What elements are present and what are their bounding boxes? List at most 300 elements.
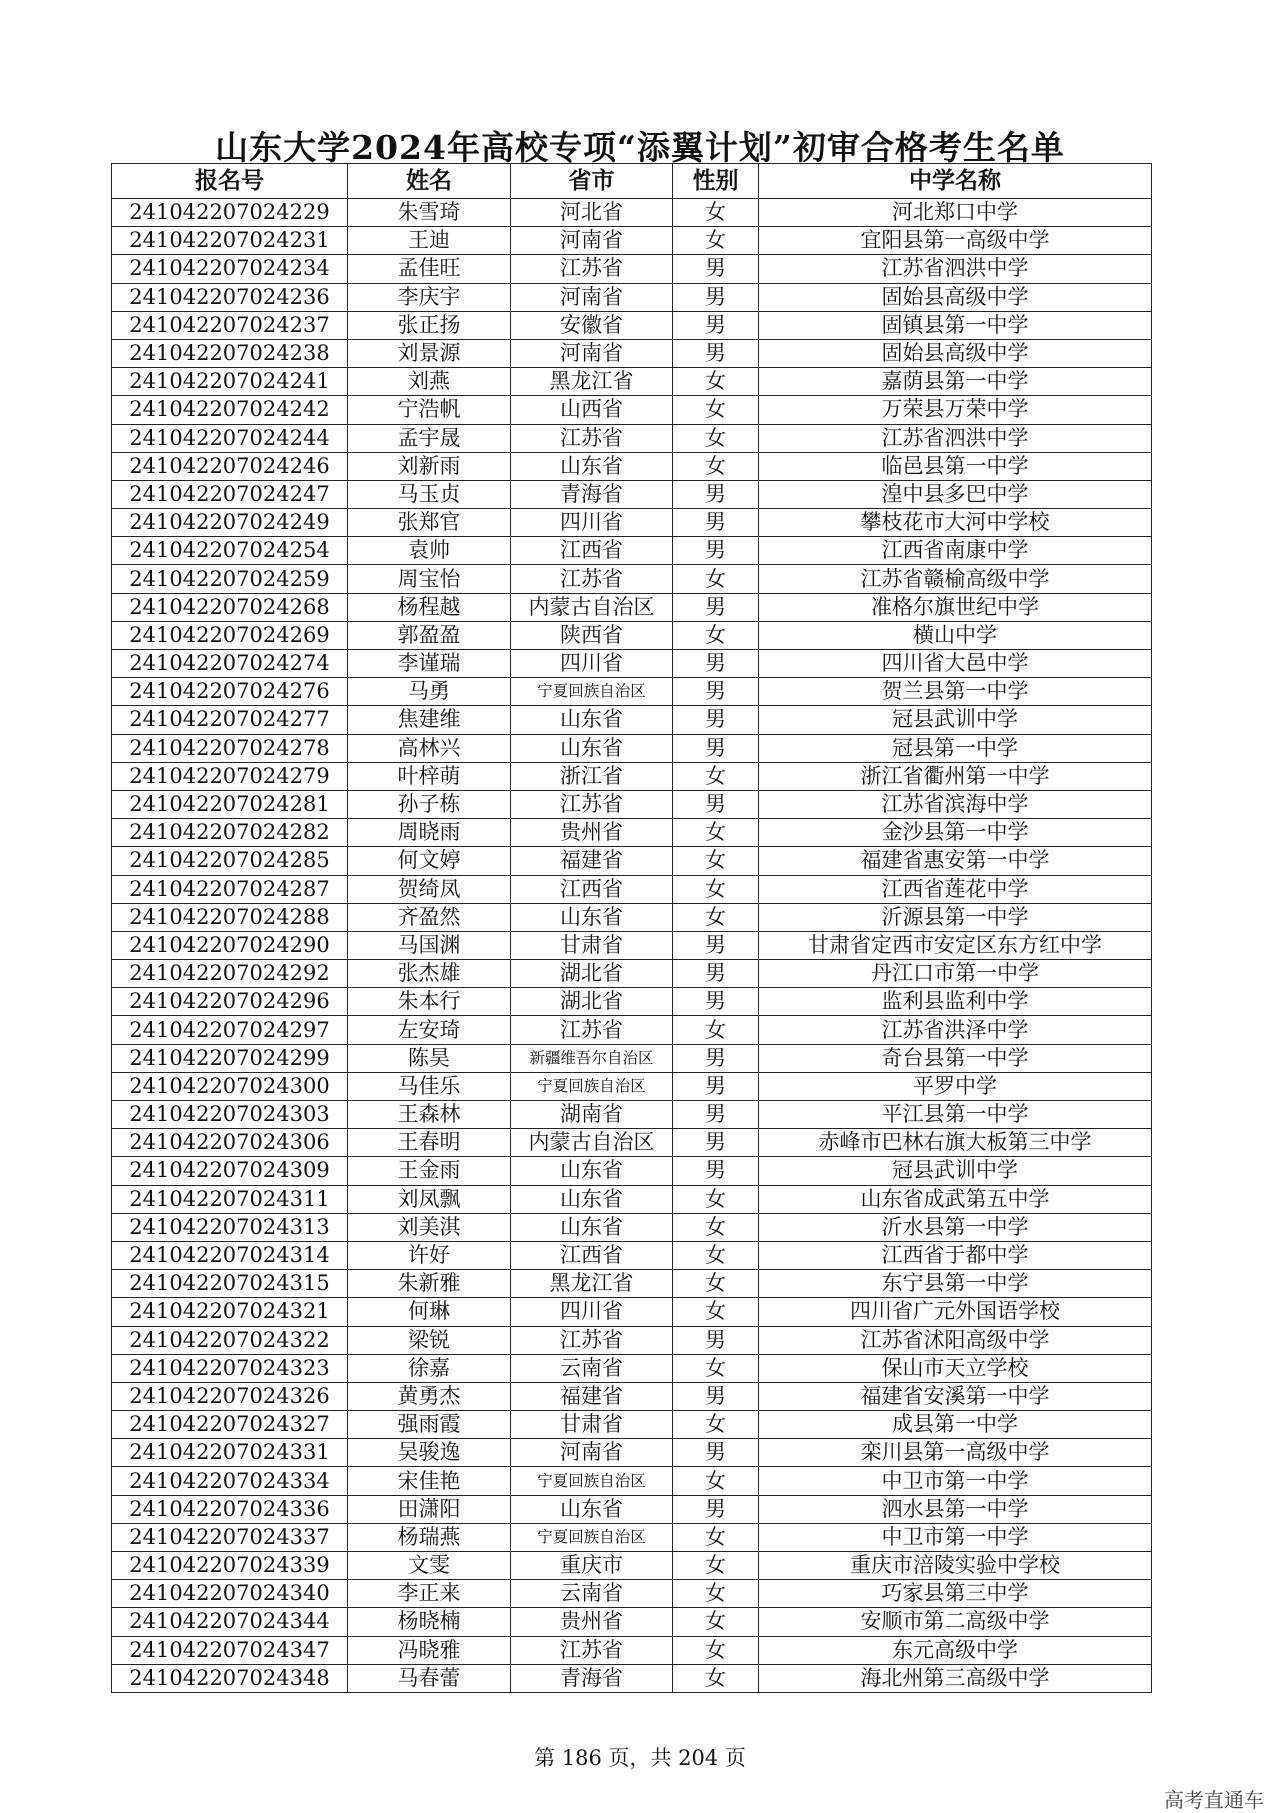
cell-school: 江苏省泗洪中学 [759, 424, 1152, 452]
table-row [112, 1608, 1152, 1636]
cell-registration-no: 241042207024340 [112, 1580, 348, 1608]
cell-registration-no: 241042207024344 [112, 1608, 348, 1636]
table-row [112, 1298, 1152, 1326]
cell-province: 内蒙古自治区 [511, 1129, 673, 1157]
cell-registration-no: 241042207024281 [112, 790, 348, 818]
cell-province: 四川省 [511, 650, 673, 678]
cell-name: 焦建维 [348, 706, 511, 734]
cell-province: 贵州省 [511, 819, 673, 847]
cell-name: 李庆宇 [348, 283, 511, 311]
cell-province: 青海省 [511, 1664, 673, 1692]
cell-gender: 女 [673, 847, 759, 875]
cell-province: 山东省 [511, 1157, 673, 1185]
cell-registration-no: 241042207024326 [112, 1382, 348, 1410]
cell-name: 杨晓楠 [348, 1608, 511, 1636]
cell-name: 左安琦 [348, 1016, 511, 1044]
cell-school: 沂水县第一中学 [759, 1213, 1152, 1241]
cell-province: 山东省 [511, 1185, 673, 1213]
table-row [112, 1354, 1152, 1382]
cell-gender: 男 [673, 480, 759, 508]
cell-province: 内蒙古自治区 [511, 593, 673, 621]
table-row [112, 1326, 1152, 1354]
cell-name: 李正来 [348, 1580, 511, 1608]
cell-school: 福建省安溪第一中学 [759, 1382, 1152, 1410]
cell-school: 江苏省赣榆高级中学 [759, 565, 1152, 593]
cell-registration-no: 241042207024321 [112, 1298, 348, 1326]
page-footer: 第 186 页，共 204 页 [534, 1746, 746, 1770]
table-row [112, 452, 1152, 480]
cell-registration-no: 241042207024314 [112, 1241, 348, 1269]
cell-gender: 男 [673, 509, 759, 537]
cell-province: 山东省 [511, 452, 673, 480]
table-row [112, 706, 1152, 734]
table-row [112, 283, 1152, 311]
cell-gender: 女 [673, 1552, 759, 1580]
cell-registration-no: 241042207024300 [112, 1072, 348, 1100]
table-row [112, 988, 1152, 1016]
cell-province: 福建省 [511, 1382, 673, 1410]
column-header-registration-no: 报名号 [112, 164, 348, 199]
cell-registration-no: 241042207024327 [112, 1411, 348, 1439]
table-row [112, 1552, 1152, 1580]
cell-name: 刘景源 [348, 339, 511, 367]
cell-gender: 女 [673, 1636, 759, 1664]
cell-school: 河北郑口中学 [759, 199, 1152, 227]
table-header-row [112, 164, 1152, 199]
cell-registration-no: 241042207024331 [112, 1439, 348, 1467]
table-row [112, 1016, 1152, 1044]
cell-province: 山东省 [511, 1213, 673, 1241]
cell-registration-no: 241042207024236 [112, 283, 348, 311]
table-row [112, 931, 1152, 959]
cell-name: 梁锐 [348, 1326, 511, 1354]
table-row [112, 1495, 1152, 1523]
cell-name: 刘凤飘 [348, 1185, 511, 1213]
candidate-table [111, 163, 1152, 1693]
cell-gender: 男 [673, 1044, 759, 1072]
table-body [112, 199, 1152, 1693]
table-row [112, 1411, 1152, 1439]
table-row [112, 1580, 1152, 1608]
cell-registration-no: 241042207024339 [112, 1552, 348, 1580]
cell-name: 袁帅 [348, 537, 511, 565]
column-header-name: 姓名 [348, 164, 511, 199]
table-row [112, 819, 1152, 847]
cell-province: 新疆维吾尔自治区 [511, 1044, 673, 1072]
cell-school: 赤峰市巴林右旗大板第三中学 [759, 1129, 1152, 1157]
table-row [112, 1157, 1152, 1185]
watermark: 高考直通车 [1164, 1788, 1264, 1812]
cell-gender: 女 [673, 1608, 759, 1636]
table-row [112, 847, 1152, 875]
cell-province: 青海省 [511, 480, 673, 508]
cell-school: 冠县武训中学 [759, 706, 1152, 734]
cell-name: 马佳乐 [348, 1072, 511, 1100]
cell-gender: 男 [673, 593, 759, 621]
cell-gender: 男 [673, 1326, 759, 1354]
cell-school: 奇台县第一中学 [759, 1044, 1152, 1072]
table-row [112, 650, 1152, 678]
table-row [112, 1664, 1152, 1692]
cell-name: 张杰雄 [348, 960, 511, 988]
cell-name: 朱雪琦 [348, 199, 511, 227]
cell-province: 云南省 [511, 1354, 673, 1382]
table-row [112, 875, 1152, 903]
column-header-province: 省市 [511, 164, 673, 199]
table-row [112, 1241, 1152, 1269]
cell-name: 贺绮凤 [348, 875, 511, 903]
cell-name: 李谨瑞 [348, 650, 511, 678]
table-row [112, 1270, 1152, 1298]
cell-name: 王金雨 [348, 1157, 511, 1185]
cell-registration-no: 241042207024306 [112, 1129, 348, 1157]
cell-gender: 女 [673, 396, 759, 424]
cell-gender: 女 [673, 424, 759, 452]
cell-gender: 女 [673, 227, 759, 255]
cell-gender: 男 [673, 1072, 759, 1100]
cell-school: 安顺市第二高级中学 [759, 1608, 1152, 1636]
cell-registration-no: 241042207024238 [112, 339, 348, 367]
cell-gender: 男 [673, 650, 759, 678]
cell-name: 宁浩帆 [348, 396, 511, 424]
cell-gender: 女 [673, 762, 759, 790]
cell-province: 湖北省 [511, 960, 673, 988]
cell-province: 宁夏回族自治区 [511, 1072, 673, 1100]
cell-school: 万荣县万荣中学 [759, 396, 1152, 424]
table-row [112, 1072, 1152, 1100]
cell-registration-no: 241042207024299 [112, 1044, 348, 1072]
cell-school: 中卫市第一中学 [759, 1467, 1152, 1495]
cell-gender: 女 [673, 565, 759, 593]
table-row [112, 1523, 1152, 1551]
cell-name: 高林兴 [348, 734, 511, 762]
cell-name: 何琳 [348, 1298, 511, 1326]
cell-gender: 女 [673, 1411, 759, 1439]
cell-province: 河南省 [511, 1439, 673, 1467]
cell-school: 浙江省衢州第一中学 [759, 762, 1152, 790]
cell-registration-no: 241042207024268 [112, 593, 348, 621]
cell-name: 孙子栋 [348, 790, 511, 818]
cell-province: 甘肃省 [511, 1411, 673, 1439]
cell-school: 泗水县第一中学 [759, 1495, 1152, 1523]
cell-registration-no: 241042207024323 [112, 1354, 348, 1382]
cell-registration-no: 241042207024276 [112, 678, 348, 706]
cell-gender: 女 [673, 1523, 759, 1551]
cell-registration-no: 241042207024287 [112, 875, 348, 903]
cell-province: 江苏省 [511, 1326, 673, 1354]
cell-school: 江西省于都中学 [759, 1241, 1152, 1269]
cell-registration-no: 241042207024277 [112, 706, 348, 734]
cell-province: 江苏省 [511, 424, 673, 452]
cell-school: 平罗中学 [759, 1072, 1152, 1100]
cell-province: 四川省 [511, 1298, 673, 1326]
cell-registration-no: 241042207024347 [112, 1636, 348, 1664]
cell-school: 江苏省滨海中学 [759, 790, 1152, 818]
cell-name: 田潇阳 [348, 1495, 511, 1523]
cell-school: 江西省莲花中学 [759, 875, 1152, 903]
cell-gender: 女 [673, 1298, 759, 1326]
cell-school: 丹江口市第一中学 [759, 960, 1152, 988]
cell-province: 山东省 [511, 1495, 673, 1523]
cell-registration-no: 241042207024311 [112, 1185, 348, 1213]
cell-gender: 男 [673, 734, 759, 762]
cell-province: 山东省 [511, 734, 673, 762]
cell-gender: 男 [673, 283, 759, 311]
cell-name: 杨程越 [348, 593, 511, 621]
table-row [112, 537, 1152, 565]
cell-registration-no: 241042207024309 [112, 1157, 348, 1185]
table-row [112, 1439, 1152, 1467]
cell-gender: 女 [673, 368, 759, 396]
table-row [112, 621, 1152, 649]
table-row [112, 734, 1152, 762]
cell-gender: 女 [673, 452, 759, 480]
cell-gender: 男 [673, 1439, 759, 1467]
table-row [112, 1213, 1152, 1241]
cell-registration-no: 241042207024282 [112, 819, 348, 847]
cell-school: 福建省惠安第一中学 [759, 847, 1152, 875]
cell-school: 横山中学 [759, 621, 1152, 649]
cell-registration-no: 241042207024279 [112, 762, 348, 790]
table-row [112, 1101, 1152, 1129]
cell-province: 浙江省 [511, 762, 673, 790]
cell-province: 安徽省 [511, 311, 673, 339]
cell-province: 江西省 [511, 537, 673, 565]
cell-gender: 女 [673, 1270, 759, 1298]
table-row [112, 1467, 1152, 1495]
cell-gender: 男 [673, 706, 759, 734]
cell-name: 朱本行 [348, 988, 511, 1016]
cell-province: 山东省 [511, 706, 673, 734]
cell-name: 叶梓萌 [348, 762, 511, 790]
cell-name: 刘燕 [348, 368, 511, 396]
table-row [112, 565, 1152, 593]
cell-registration-no: 241042207024337 [112, 1523, 348, 1551]
cell-registration-no: 241042207024315 [112, 1270, 348, 1298]
cell-registration-no: 241042207024322 [112, 1326, 348, 1354]
cell-registration-no: 241042207024249 [112, 509, 348, 537]
cell-gender: 男 [673, 931, 759, 959]
cell-name: 许好 [348, 1241, 511, 1269]
cell-name: 孟佳旺 [348, 255, 511, 283]
cell-province: 福建省 [511, 847, 673, 875]
cell-name: 文雯 [348, 1552, 511, 1580]
cell-province: 四川省 [511, 509, 673, 537]
table-row [112, 368, 1152, 396]
cell-gender: 男 [673, 1101, 759, 1129]
cell-school: 巧家县第三中学 [759, 1580, 1152, 1608]
cell-registration-no: 241042207024241 [112, 368, 348, 396]
cell-school: 湟中县多巴中学 [759, 480, 1152, 508]
cell-school: 甘肃省定西市安定区东方红中学 [759, 931, 1152, 959]
cell-province: 重庆市 [511, 1552, 673, 1580]
cell-name: 王森林 [348, 1101, 511, 1129]
cell-gender: 男 [673, 960, 759, 988]
cell-school: 准格尔旗世纪中学 [759, 593, 1152, 621]
cell-name: 吴骏逸 [348, 1439, 511, 1467]
cell-school: 江苏省泗洪中学 [759, 255, 1152, 283]
cell-gender: 男 [673, 1382, 759, 1410]
cell-gender: 女 [673, 1241, 759, 1269]
cell-province: 江苏省 [511, 565, 673, 593]
cell-province: 宁夏回族自治区 [511, 678, 673, 706]
cell-province: 山东省 [511, 903, 673, 931]
cell-school: 金沙县第一中学 [759, 819, 1152, 847]
cell-name: 张正扬 [348, 311, 511, 339]
cell-name: 杨瑞燕 [348, 1523, 511, 1551]
cell-registration-no: 241042207024278 [112, 734, 348, 762]
cell-province: 河北省 [511, 199, 673, 227]
cell-registration-no: 241042207024288 [112, 903, 348, 931]
cell-school: 固始县高级中学 [759, 339, 1152, 367]
cell-gender: 女 [673, 1185, 759, 1213]
cell-school: 宜阳县第一高级中学 [759, 227, 1152, 255]
cell-province: 江西省 [511, 875, 673, 903]
cell-gender: 男 [673, 255, 759, 283]
cell-registration-no: 241042207024234 [112, 255, 348, 283]
cell-name: 王迪 [348, 227, 511, 255]
cell-gender: 男 [673, 311, 759, 339]
table-row [112, 227, 1152, 255]
cell-school: 临邑县第一中学 [759, 452, 1152, 480]
cell-name: 马玉贞 [348, 480, 511, 508]
cell-registration-no: 241042207024336 [112, 1495, 348, 1523]
table-row [112, 255, 1152, 283]
cell-gender: 女 [673, 199, 759, 227]
cell-province: 贵州省 [511, 1608, 673, 1636]
cell-name: 朱新雅 [348, 1270, 511, 1298]
table-row [112, 790, 1152, 818]
cell-name: 马春蕾 [348, 1664, 511, 1692]
table-row [112, 509, 1152, 537]
table-row [112, 424, 1152, 452]
column-header-gender: 性别 [673, 164, 759, 199]
cell-registration-no: 241042207024247 [112, 480, 348, 508]
cell-province: 江西省 [511, 1241, 673, 1269]
cell-registration-no: 241042207024242 [112, 396, 348, 424]
cell-province: 江苏省 [511, 1016, 673, 1044]
cell-province: 河南省 [511, 339, 673, 367]
table-row [112, 1185, 1152, 1213]
page-title: 山东大学2024年高校专项“添翼计划”初审合格考生名单 [215, 128, 1065, 167]
cell-name: 孟宇晟 [348, 424, 511, 452]
cell-school: 成县第一中学 [759, 1411, 1152, 1439]
cell-name: 何文婷 [348, 847, 511, 875]
cell-gender: 男 [673, 1495, 759, 1523]
cell-registration-no: 241042207024313 [112, 1213, 348, 1241]
cell-registration-no: 241042207024348 [112, 1664, 348, 1692]
cell-name: 齐盈然 [348, 903, 511, 931]
cell-school: 固镇县第一中学 [759, 311, 1152, 339]
cell-name: 强雨霞 [348, 1411, 511, 1439]
cell-school: 平江县第一中学 [759, 1101, 1152, 1129]
cell-school: 江苏省沭阳高级中学 [759, 1326, 1152, 1354]
cell-province: 山西省 [511, 396, 673, 424]
cell-school: 保山市天立学校 [759, 1354, 1152, 1382]
table-row [112, 903, 1152, 931]
cell-registration-no: 241042207024246 [112, 452, 348, 480]
cell-province: 湖南省 [511, 1101, 673, 1129]
cell-registration-no: 241042207024244 [112, 424, 348, 452]
cell-gender: 男 [673, 790, 759, 818]
cell-name: 黄勇杰 [348, 1382, 511, 1410]
table-row [112, 593, 1152, 621]
cell-school: 沂源县第一中学 [759, 903, 1152, 931]
cell-school: 中卫市第一中学 [759, 1523, 1152, 1551]
cell-gender: 女 [673, 1354, 759, 1382]
cell-school: 东宁县第一中学 [759, 1270, 1152, 1298]
cell-registration-no: 241042207024237 [112, 311, 348, 339]
cell-gender: 女 [673, 1467, 759, 1495]
cell-province: 黑龙江省 [511, 368, 673, 396]
table-row [112, 339, 1152, 367]
cell-name: 王春明 [348, 1129, 511, 1157]
cell-province: 宁夏回族自治区 [511, 1467, 673, 1495]
table-row [112, 1636, 1152, 1664]
cell-name: 刘美淇 [348, 1213, 511, 1241]
cell-province: 黑龙江省 [511, 1270, 673, 1298]
cell-gender: 男 [673, 1157, 759, 1185]
cell-gender: 女 [673, 903, 759, 931]
cell-school: 栾川县第一高级中学 [759, 1439, 1152, 1467]
cell-school: 监利县监利中学 [759, 988, 1152, 1016]
cell-school: 攀枝花市大河中学校 [759, 509, 1152, 537]
cell-registration-no: 241042207024290 [112, 931, 348, 959]
cell-registration-no: 241042207024334 [112, 1467, 348, 1495]
cell-registration-no: 241042207024229 [112, 199, 348, 227]
cell-name: 刘新雨 [348, 452, 511, 480]
cell-name: 张郑官 [348, 509, 511, 537]
cell-registration-no: 241042207024297 [112, 1016, 348, 1044]
cell-registration-no: 241042207024274 [112, 650, 348, 678]
cell-gender: 男 [673, 678, 759, 706]
cell-gender: 女 [673, 819, 759, 847]
cell-name: 周宝怡 [348, 565, 511, 593]
cell-name: 陈昊 [348, 1044, 511, 1072]
cell-gender: 女 [673, 875, 759, 903]
cell-school: 嘉荫县第一中学 [759, 368, 1152, 396]
cell-gender: 女 [673, 1016, 759, 1044]
cell-registration-no: 241042207024296 [112, 988, 348, 1016]
cell-registration-no: 241042207024285 [112, 847, 348, 875]
table-row [112, 960, 1152, 988]
cell-gender: 男 [673, 1129, 759, 1157]
cell-school: 冠县第一中学 [759, 734, 1152, 762]
table-row [112, 1129, 1152, 1157]
cell-province: 甘肃省 [511, 931, 673, 959]
cell-name: 宋佳艳 [348, 1467, 511, 1495]
table-row [112, 480, 1152, 508]
table-row [112, 678, 1152, 706]
cell-school: 贺兰县第一中学 [759, 678, 1152, 706]
cell-province: 江苏省 [511, 790, 673, 818]
table-row [112, 199, 1152, 227]
table-row [112, 1044, 1152, 1072]
cell-school: 固始县高级中学 [759, 283, 1152, 311]
cell-school: 山东省成武第五中学 [759, 1185, 1152, 1213]
cell-province: 宁夏回族自治区 [511, 1523, 673, 1551]
cell-name: 周晓雨 [348, 819, 511, 847]
cell-name: 冯晓雅 [348, 1636, 511, 1664]
cell-registration-no: 241042207024254 [112, 537, 348, 565]
cell-province: 河南省 [511, 227, 673, 255]
cell-school: 江西省南康中学 [759, 537, 1152, 565]
cell-name: 徐嘉 [348, 1354, 511, 1382]
cell-gender: 女 [673, 1580, 759, 1608]
cell-gender: 男 [673, 537, 759, 565]
cell-name: 马国渊 [348, 931, 511, 959]
cell-gender: 女 [673, 621, 759, 649]
